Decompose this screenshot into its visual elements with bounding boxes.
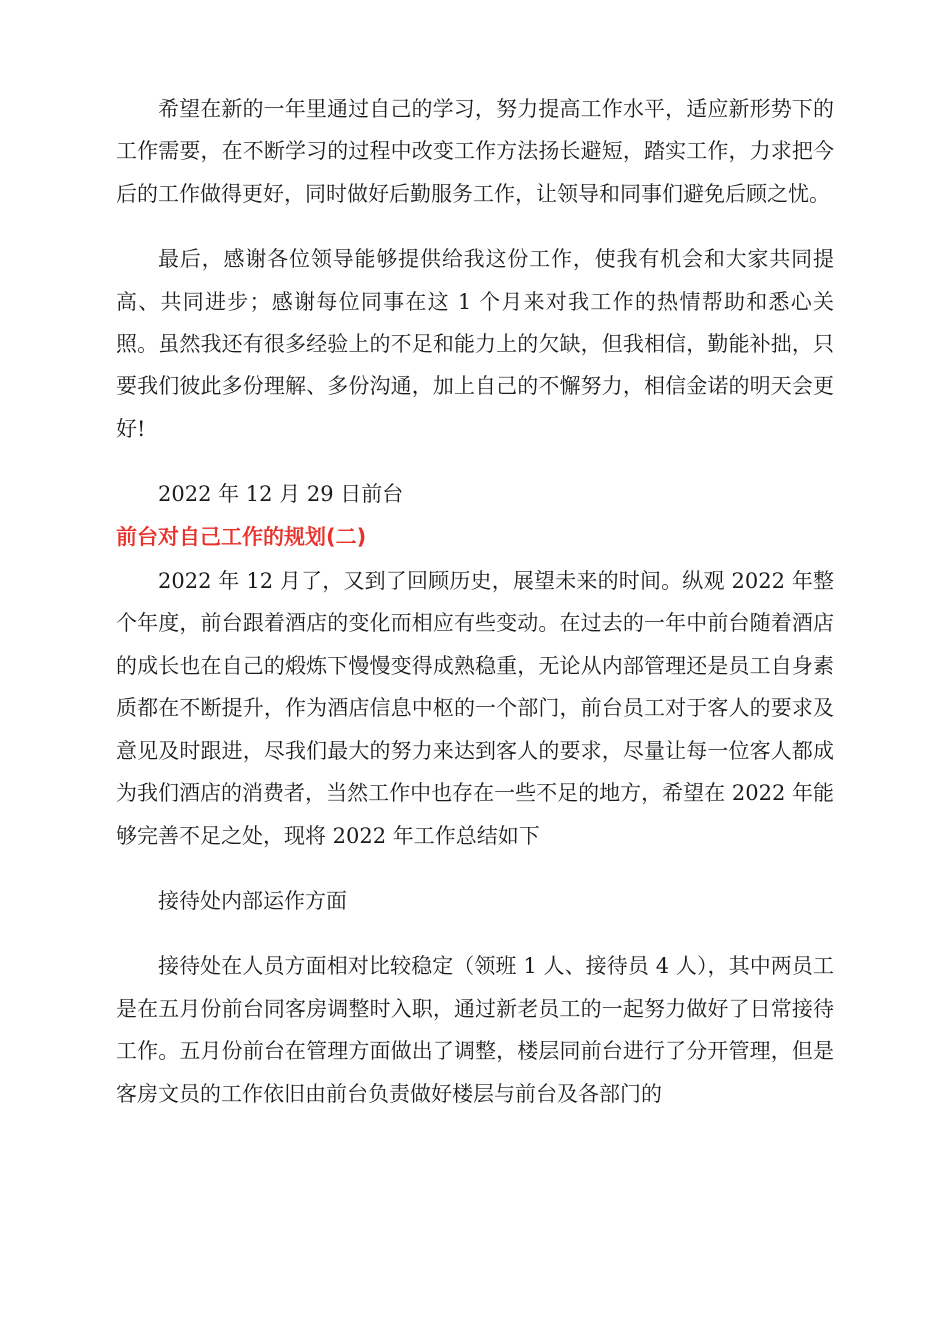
paragraph-reception-staff: 接待处在人员方面相对比较稳定（领班 1 人、接待员 4 人），其中两员工是在五月份前台同客房调整时入职，通过新老员工的一起努力做好了日常接待工作。五月份前台在管理方面做出了调整，楼层同前台进行了分开管理，但是客房文员的工作依旧由前台负责做好楼层与前台及各部门的	[116, 954, 834, 1106]
paragraph-hope: 希望在新的一年里通过自己的学习，努力提高工作水平，适应新形势下的工作需要，在不断学习的过程中改变工作方法扬长避短，踏实工作，力求把今后的工作做得更好，同时做好后勤服务工作，让领导和同事们避免后顾之忧。	[116, 97, 834, 206]
paragraph-signature-date: 2022 年 12 月 29 日前台	[158, 482, 404, 507]
document-body	[116, 88, 834, 1115]
paragraph-year-review: 2022 年 12 月了，又到了回顾历史，展望未来的时间。纵观 2022 年整个年度，前台跟着酒店的变化而相应有些变动。在过去的一年中前台随着酒店的成长也在自己的煅炼下慢慢变得成熟稳重，无论从内部管理还是员工自身素质都在不断提升，作为酒店信息中枢的一个部门，前台员工对于客人的要求及意见及时跟进，尽我们最大的努力来达到客人的要求，尽量让每一位客人都成为我们酒店的消费者，当然工作中也存在一些不足的地方，希望在 2022 年能够完善不足之处，现将 2022 年工作总结如下	[116, 569, 834, 848]
paragraph-thanks: 最后，感谢各位领导能够提供给我这份工作，使我有机会和大家共同提高、共同进步；感谢每位同事在这 1 个月来对我工作的热情帮助和悉心关照。虽然我还有很多经验上的不足和能力上的欠缺，但我相信，勤能补拙，只要我们彼此多份理解、多份沟通，加上自己的不懈努力，相信金诺的明天会更好!	[116, 247, 834, 441]
section-heading: 前台对自己工作的规划(二)	[116, 524, 367, 549]
paragraph-subheading-reception: 接待处内部运作方面	[158, 888, 347, 913]
